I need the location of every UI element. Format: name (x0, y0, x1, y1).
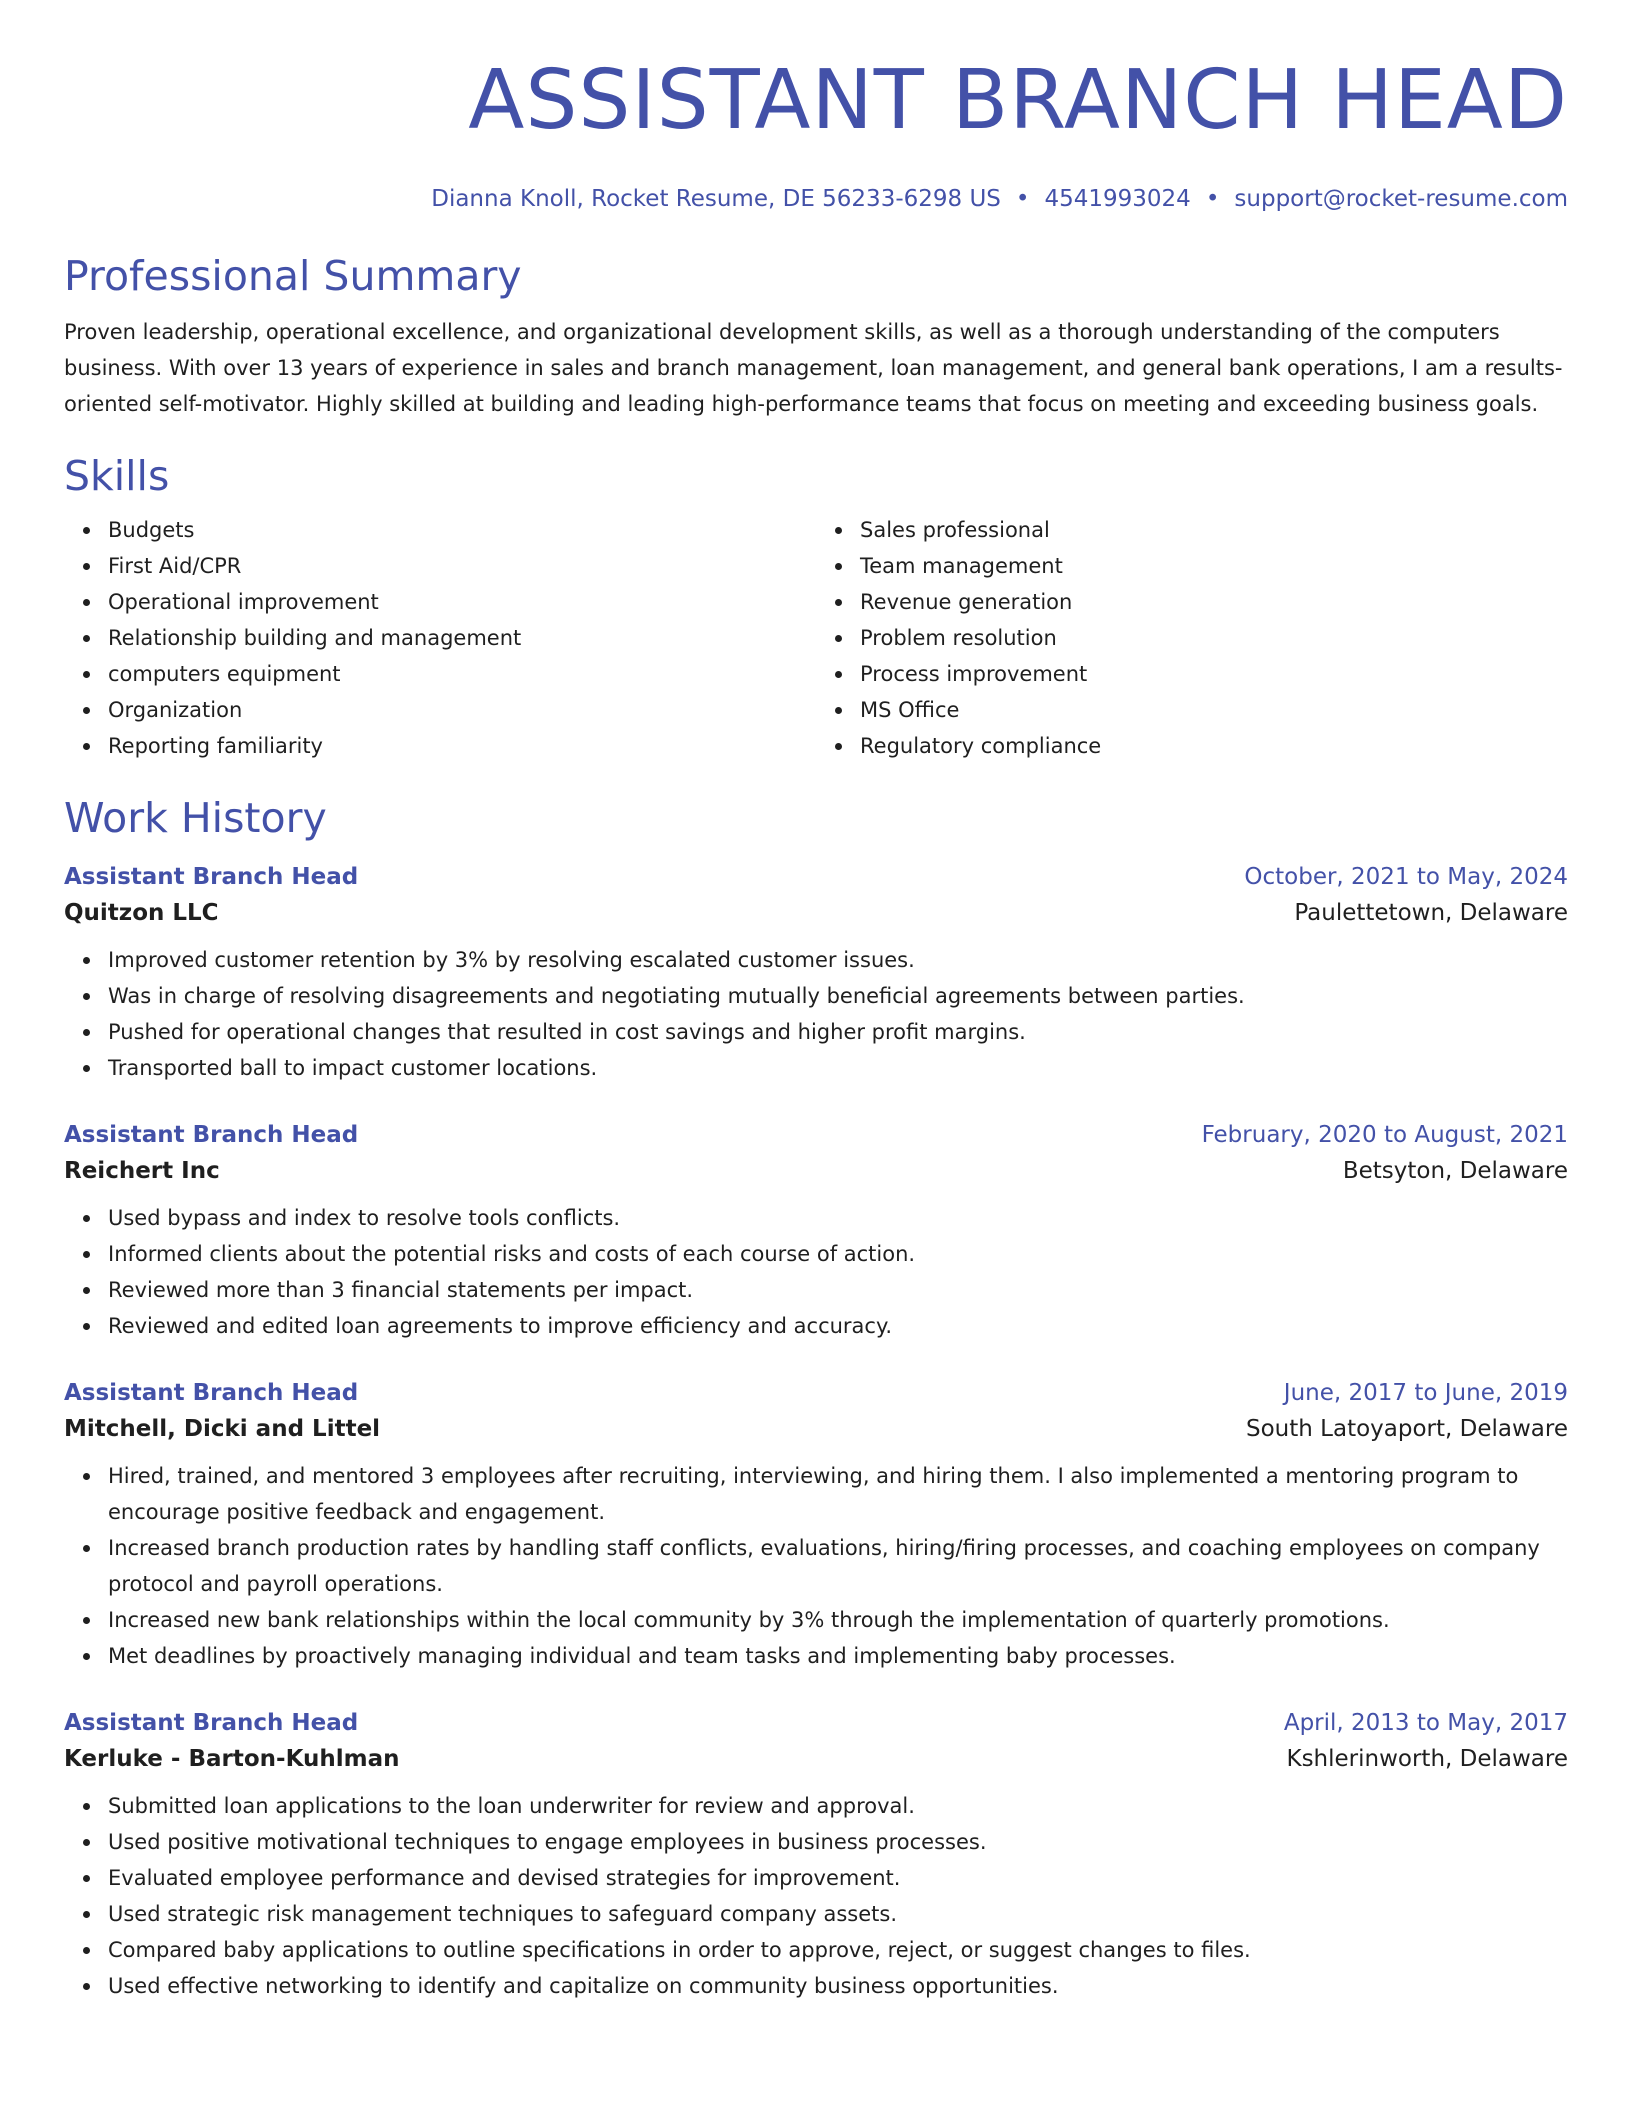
contact-line (64, 186, 1568, 212)
job-bullet: Met deadlines by proactively managing individual and team tasks and implementing baby processes. (108, 1638, 1568, 1674)
job-bullet: Pushed for operational changes that resulted in cost savings and higher profit margins. (108, 1014, 1568, 1050)
job-location: Kshlerinworth, Delaware (1286, 1746, 1568, 1772)
skill-item: Reporting familiarity (108, 728, 816, 764)
skills-list (64, 512, 1568, 764)
summary-heading: Professional Summary (64, 252, 522, 300)
job-bullet: Used strategic risk management techniques to safeguard company assets. (108, 1896, 1568, 1932)
skills-column-right (816, 512, 1568, 764)
job-dates: February, 2020 to August, 2021 (1201, 1122, 1568, 1148)
job-company: Kerluke - Barton-Kuhlman (64, 1746, 400, 1772)
contact-separator: • (1015, 186, 1030, 212)
skill-item: Relationship building and management (108, 620, 816, 656)
skill-item: Problem resolution (860, 620, 1568, 656)
job-bullet: Informed clients about the potential risks and costs of each course of action. (108, 1236, 1568, 1272)
job-entry (64, 1380, 1568, 1674)
job-bullets (64, 1458, 1568, 1674)
job-bullet: Used effective networking to identify and capitalize on community business opportunities. (108, 1968, 1568, 2004)
job-bullet: Used positive motivational techniques to engage employees in business processes. (108, 1824, 1568, 1860)
skill-item: Sales professional (860, 512, 1568, 548)
job-title: Assistant Branch Head (64, 864, 359, 890)
contact-address: Dianna Knoll, Rocket Resume, DE 56233-6298 US (431, 186, 1001, 212)
job-bullet: Evaluated employee performance and devised strategies for improvement. (108, 1860, 1568, 1896)
job-title: Assistant Branch Head (64, 1122, 359, 1148)
job-location: Paulettetown, Delaware (1294, 900, 1568, 926)
job-entry (64, 864, 1568, 1086)
skill-item: First Aid/CPR (108, 548, 816, 584)
skill-item: computers equipment (108, 656, 816, 692)
skill-item: Revenue generation (860, 584, 1568, 620)
job-bullets (64, 1788, 1568, 2004)
skill-item: Regulatory compliance (860, 728, 1568, 764)
resume-title: ASSISTANT BRANCH HEAD (468, 53, 1568, 148)
skill-item: Organization (108, 692, 816, 728)
job-dates: June, 2017 to June, 2019 (1283, 1380, 1568, 1406)
contact-separator: • (1205, 186, 1220, 212)
job-bullet: Improved customer retention by 3% by resolving escalated customer issues. (108, 942, 1568, 978)
work-history-heading: Work History (64, 794, 327, 842)
job-bullet: Submitted loan applications to the loan underwriter for review and approval. (108, 1788, 1568, 1824)
job-bullet: Reviewed more than 3 financial statements per impact. (108, 1272, 1568, 1308)
job-bullets (64, 942, 1568, 1086)
job-bullets (64, 1200, 1568, 1344)
job-company: Reichert Inc (64, 1158, 220, 1184)
skill-item: Process improvement (860, 656, 1568, 692)
job-bullet: Used bypass and index to resolve tools conflicts. (108, 1200, 1568, 1236)
summary-text: Proven leadership, operational excellence, and organizational development skills, as well as a thorough understanding of the computers business. With over 13 years of experience in sales and branch management, loan management, and general bank operations, I am a results-oriented self-motivator. Highly skilled at building and leading high-performance teams that focus on meeting and exceeding business goals. (64, 320, 1563, 416)
job-dates: October, 2021 to May, 2024 (1244, 864, 1568, 890)
contact-email[interactable]: support@rocket-resume.com (1234, 186, 1568, 212)
job-dates: April, 2013 to May, 2017 (1283, 1710, 1568, 1736)
job-bullet: Increased new bank relationships within the local community by 3% through the implementation of quarterly promotions. (108, 1602, 1568, 1638)
job-title: Assistant Branch Head (64, 1380, 359, 1406)
skills-column-left (64, 512, 816, 764)
skill-item: Team management (860, 548, 1568, 584)
skill-item: Budgets (108, 512, 816, 548)
skills-heading: Skills (64, 452, 170, 500)
skill-item: MS Office (860, 692, 1568, 728)
job-bullet: Compared baby applications to outline specifications in order to approve, reject, or suggest changes to files. (108, 1932, 1568, 1968)
job-location: South Latoyaport, Delaware (1246, 1416, 1568, 1442)
job-bullet: Transported ball to impact customer locations. (108, 1050, 1568, 1086)
job-bullet: Was in charge of resolving disagreements and negotiating mutually beneficial agreements between parties. (108, 978, 1568, 1014)
job-company: Mitchell, Dicki and Littel (64, 1416, 381, 1442)
job-bullet: Increased branch production rates by handling staff conflicts, evaluations, hiring/firing processes, and coaching employees on company protocol and payroll operations. (108, 1530, 1568, 1602)
job-entry (64, 1710, 1568, 2004)
job-company: Quitzon LLC (64, 900, 219, 926)
contact-phone: 4541993024 (1044, 186, 1191, 212)
job-entry (64, 1122, 1568, 1344)
job-location: Betsyton, Delaware (1342, 1158, 1568, 1184)
skill-item: Operational improvement (108, 584, 816, 620)
job-title: Assistant Branch Head (64, 1710, 359, 1736)
job-bullet: Hired, trained, and mentored 3 employees after recruiting, interviewing, and hiring them. I also implemented a mentoring program to encourage positive feedback and engagement. (108, 1458, 1568, 1530)
job-bullet: Reviewed and edited loan agreements to improve efficiency and accuracy. (108, 1308, 1568, 1344)
